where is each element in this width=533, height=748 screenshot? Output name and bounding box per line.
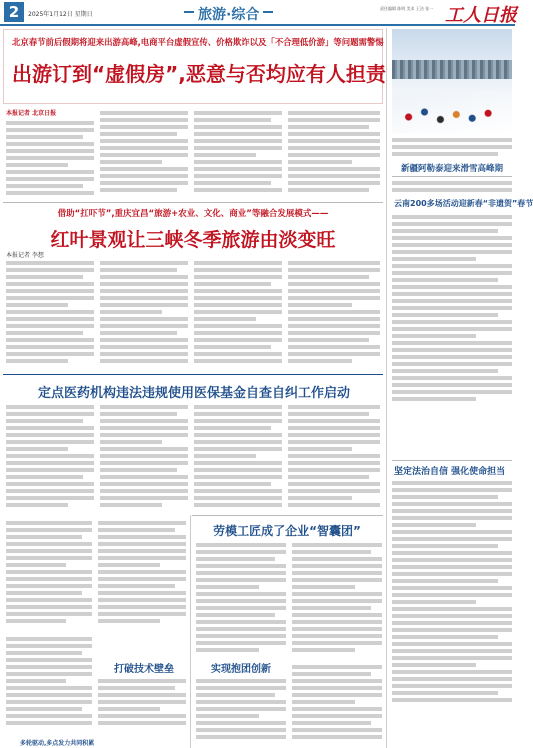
second-headline: 红叶景观让三峡冬季旅游由淡变旺 (50, 229, 336, 251)
third-body-col-4 (288, 402, 380, 512)
right-brief-headline: 云南200多场活动迎新春“非遗贺”春节 (394, 199, 533, 208)
second-body-col-2 (100, 258, 188, 370)
third-body-col-1 (6, 402, 94, 512)
divider (192, 515, 383, 516)
divider (392, 460, 512, 461)
column-divider (386, 28, 387, 748)
bottom-left-col-3 (6, 634, 92, 734)
third-body-col-3 (194, 402, 282, 512)
third-body-col-2 (100, 402, 188, 512)
bottom-left-small-headline: 多轮驱动,多点发力共同积累 (20, 740, 95, 747)
bottom-mid-col-1 (196, 676, 286, 746)
bottom-mid-col-2 (292, 662, 382, 746)
divider (3, 374, 383, 375)
lead-byline: 本报记者 北京日报 (6, 110, 57, 117)
right-mid-body (392, 478, 512, 746)
second-kicker: 借助“扛吓节”,重庆宜昌“旅游+农业、文化、商业”等融合发展模式—— (57, 209, 329, 219)
mid-body-col-2 (292, 540, 382, 658)
page-number: 2 (4, 2, 24, 22)
third-headline: 定点医药机构违法违规使用医保基金自查自纠工作启动 (37, 386, 350, 401)
mid-headline: 劳模工匠成了企业“智囊团” (213, 524, 361, 538)
bottom-left-headline: 打破技术壁垒 (114, 664, 174, 675)
right-brief-text (392, 178, 512, 198)
right-brief-body (392, 212, 512, 452)
issue-date: 2025年1月12日 星期日 (28, 11, 93, 18)
mid-body-col-1 (196, 540, 286, 658)
divider (3, 202, 383, 203)
divider (392, 176, 512, 177)
newspaper-logo: 工人日报 (445, 5, 517, 26)
lead-body-col-4 (288, 108, 380, 198)
second-byline: 本报记者 李想 (6, 252, 44, 259)
lead-body-col-1 (6, 108, 94, 198)
right-mid-headline: 坚定法治自信 强化使命担当 (394, 467, 506, 477)
lead-body-col-2 (100, 108, 188, 198)
bottom-left-col-2 (98, 518, 186, 628)
photo-caption-text (392, 135, 512, 165)
bottom-left-col-1 (6, 518, 92, 628)
editor-credits: 责任编辑 陈明 美术 王洁 张一 (380, 6, 434, 11)
bottom-mid-headline: 实现抱团创新 (211, 664, 271, 675)
section-title: 旅游·综合 (198, 4, 259, 24)
column-divider (190, 515, 191, 748)
second-body-col-3 (194, 258, 282, 370)
lead-kicker: 北京春节前后假期将迎来出游高峰,电商平台虚假宣传、价格欺诈以及「不合理低价游」等问题需警惕 (12, 37, 384, 47)
ski-resort-photo (392, 29, 512, 133)
lead-body-col-3 (194, 108, 282, 198)
second-body-col-1 (6, 258, 94, 370)
masthead (0, 0, 515, 26)
lead-headline: 出游订到“虚假房”,恶意与否均应有人担责 (12, 62, 386, 86)
photo-caption-headline: 新疆阿勒泰迎来滑雪高峰期 (400, 164, 503, 174)
bottom-left-col-4 (98, 676, 186, 732)
second-body-col-4 (288, 258, 380, 370)
